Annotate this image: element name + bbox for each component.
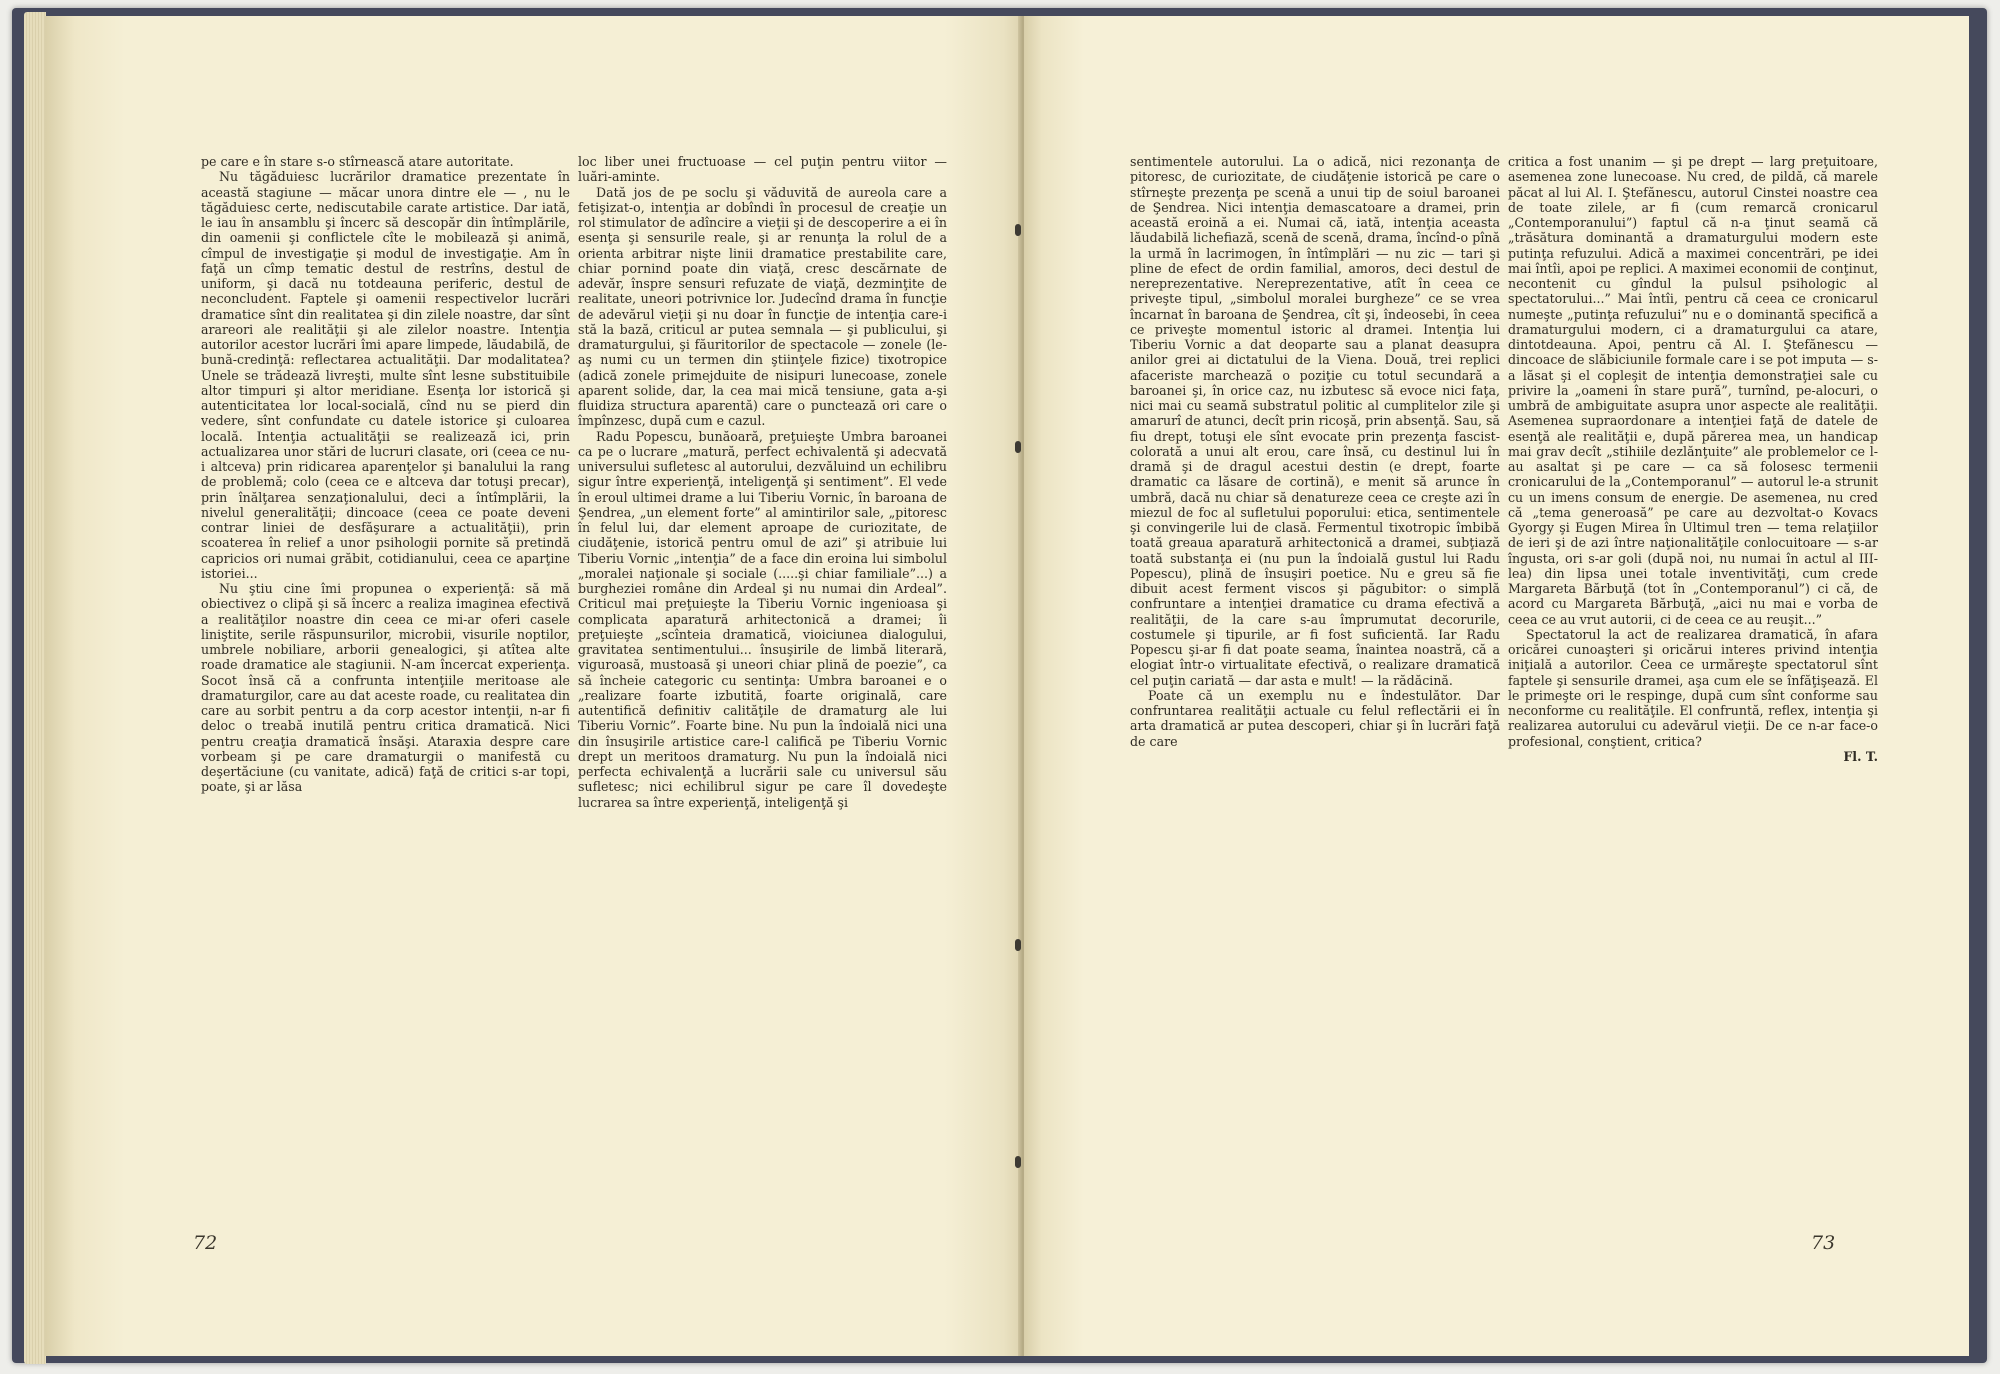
- binding-stitch: [1015, 1156, 1021, 1168]
- page-edges: [24, 12, 46, 1364]
- paragraph: Poate că un exemplu nu e îndestulător. Dar confruntarea realităţii actuale cu felul reflectării ei în arta dramatică ar putea descoperi, chiar şi în lucrări faţă de care: [1130, 687, 1500, 749]
- binding-stitch: [1015, 224, 1021, 236]
- right-page-column-2: [1508, 154, 1878, 1224]
- paragraph: Radu Popescu, bunăoară, preţuieşte Umbra baroanei ca pe o lucrare „matură, perfect echivalentă şi adecvată universului sufletesc al autorului, dezvăluind un echilibru sigur între experienţă, inteligenţă şi sentiment”. El vede în eroul ultimei drame a lui Tiberiu Vornic, în baroana de Şendrea, „un element forte” al amintirilor sale, „pitoresc în felul lui, dar element aproape de curiozitate, de ciudăţenie, istorică pentru omul de azi” şi atribuie lui Tiberiu Vornic „intenţia” de a face din eroina lui simbolul „moralei naţionale şi sociale (.....şi chiar familiale”...) a burgheziei române din Ardeal şi nu numai din Ardeal”. Criticul mai preţuieşte la Tiberiu Vornic ingenioasa şi complicata aparatură arhitectonică a dramei; îi preţuieşte „scînteia dramatică, vioiciunea dialogului, gravitatea sentimentului... însuşirile de limbă literară, viguroasă, mustoasă şi uneori chiar plină de poezie”, ca să încheie categoric cu sentinţa: Umbra baroanei e o „realizare foarte izbutită, foarte originală, care autentifică definitiv calităţile de dramaturg ale lui Tiberiu Vornic”. Foarte bine. Nu pun la îndoială nici una din însuşirile artistice care-l califică pe Tiberiu Vornic drept un meritoos dramaturg. Nu pun la îndoială nici perfecta echivalenţă a lucrării sale cu universul său sufletesc; nici echilibrul sigur pe care îl dovedeşte lucrarea sa între experienţă, inteligenţă şi: [578, 428, 947, 810]
- left-page-column-1: [201, 154, 570, 1224]
- paragraph: Nu tăgăduiesc lucrărilor dramatice prezentate în această stagiune — măcar unora dintre ele — , nu le tăgăduiesc certe, nediscutabile carate artistice. Dar iată, le iau în ansamblu şi încerc să descopăr din întîmplările, din oamenii şi conflictele cîte le mobilează şi animă, cîmpul de investigaţie şi modul de investigaţie. Am în faţă un cîmp tematic destul de restrîns, destul de uniform, şi dacă nu totdeauna periferic, destul de neconcludent. Faptele şi oamenii respectivelor lucrări dramatice sînt din realitatea şi din zilele noastre, dar sînt arareori ale realităţii şi ale zilelor noastre. Intenţia autorilor acestor lucrări îmi apare limpede, lăudabilă, de bună-credinţă: reflectarea actualităţii. Dar modalitatea? Unele se trădează livreşti, multe sînt lesne substituibile altor timpuri şi altor meridiane. Esenţa lor istorică şi autenticitatea lor local-socială, cînd nu se pierd din vedere, sînt confundate cu datele istorice şi culoarea locală. Intenţia actualităţii se realizează ici, prin actualizarea unor stări de lucruri clasate, ori (ceea ce nu-i altceva) prin ridicarea aparenţelor şi banalului la rang de problemă; colo (ceea ce e altceva dar totuşi precar), prin înălţarea senzaţionalului, deci a întîmplării, la nivelul generalităţii; dincoace (ceea ce poate deveni contrar liniei de desfăşurare a actualităţii), prin scoaterea în relief a unor psihologii pornite să pretindă capricios ori numai grăbit, cotidianului, ceea ce aparţine istoriei...: [201, 169, 570, 581]
- page-number: 73: [1811, 1232, 1836, 1254]
- page-number: 72: [193, 1232, 218, 1254]
- right-page-column-1: [1130, 154, 1500, 1224]
- left-page: [45, 16, 1023, 1356]
- binding-stitch: [1015, 441, 1021, 453]
- right-page: [1024, 16, 1969, 1356]
- paragraph: sentimentele autorului. La o adică, nici rezonanţa de pitoresc, de curiozitate, de ciudăţenie istorică pe care o stîrneşte prezenţa pe scenă a unui tip de soiul baroanei de Şendrea. Nici intenţia demascatoare a dramei, prin această eroină a ei. Numai că, iată, intenţia aceasta lăudabilă lichefiază, scenă de scenă, drama, încînd-o pînă la urmă în lacrimogen, în întîmplări — nu zic — tari şi pline de efect de ordin familial, amoros, deci destul de nereprezentative. Nereprezentative, atît în ceea ce priveşte tipul, „simbolul moralei burgheze” ce se vrea încarnat în baroana de Şendrea, cît şi, îndeosebi, în ceea ce priveşte momentul istoric al dramei. Intenţia lui Tiberiu Vornic a dat deoparte sau a planat deasupra anilor grei ai dictatului de la Viena. Două, trei replici afaceriste marchează o poziţie cu totul secundară a baroanei şi, în orice caz, nu izbutesc să evoce nici faţa, nici mai cu seamă substratul politic al cumplitelor zile şi amarurî de atunci, decît prin ricoşă, prin absenţă. Sau, să fiu drept, totuşi ele sînt evocate prin prezenţa fascist-colorată a unui alt erou, care însă, cu destinul lui în dramă şi de dragul acestui destin (e drept, foarte dramatic ca lăsare de cortină), e menit să arunce în umbră, dacă nu chiar să denatureze ceea ce creşte azi în miezul de foc al sufletului poporului: etica, sentimentele şi convingerile lui de clasă. Fermentul tixotropic îmbibă toată greaua aparatură arhitectonică a dramei, subţiază toată substanţa ei (nu pun la îndoială gustul lui Radu Popescu), plină de însuşiri poetice. Nu e greu să fie dibuit acest ferment viscos şi păgubitor: o simplă confruntare a intenţiei dramatice cu drama efectivă a realităţii, de la care s-au împrumutat decorurile, costumele şi tipurile, ar fi fost suficientă. Iar Radu Popescu şi-ar fi dat poate seama, înaintea noastră, că a elogiat într-o virtualitate efectivă, o realizare dramatică cel puţin cariată — dar asta e mult! — la rădăcină.: [1130, 154, 1500, 688]
- paragraph: loc liber unei fructuoase — cel puţin pentru viitor — luări-aminte.: [578, 154, 947, 185]
- paragraph: critica a fost unanim — şi pe drept — larg preţuitoare, asemenea zone lunecoase. Nu cred, de pildă, că marele păcat al lui Al. I. Ştefănescu, autorul Cinstei noastre cea de toate zilele, ar fi (cum remarcă cronicarul „Contemporanului”) faptul că n-a ţinut seamă că „trăsătura dominantă a dramaturgului modern este putinţa refuzului. Adică a maximei concentrări, pe idei mai întîi, apoi pe replici. A maximei economii de conţinut, necontenit cu gîndul la pulsul psihologic al spectatorului...” Mai întîi, pentru că ceea ce cronicarul numeşte „putinţa refuzului” nu e o dominantă specifică a dramaturgului modern, ci a dramaturgului ca atare, dintotdeauna. Apoi, pentru că Al. I. Ştefănescu — dincoace de slăbiciunile formale care i se pot imputa — s-a lăsat şi el copleşit de intenţia demonstraţiei sale cu privire la „oameni în stare pură”, turnînd, pe-alocuri, o umbră de ambiguitate asupra unor aspecte ale realităţii. Asemenea supraordonare a intenţiei faţă de datele de esenţă ale realităţii e, după părerea mea, un handicap mai grav decît „stihiile dezlănţuite” ale problemelor ce l-au asaltat şi pe care — ca să folosesc termenii cronicarului de la „Contemporanul” — autorul le-a strunit cu un imens consum de energie. De asemenea, nu cred că „tema generoasă” pe care au dezvoltat-o Kovacs Gyorgy şi Eugen Mirea în Ultimul tren — tema relaţiilor de ieri şi de azi între naţionalităţile conlocuitoare — s-ar îngusta, ori s-ar goli (după noi, nu numai în actul al III-lea) din lipsa unei totale inventivităţi, cum crede Margareta Bărbuţă (tot în „Contemporanul”) ci că, de acord cu Margareta Bărbuţă, „aici nu mai e vorba de ceea ce au vrut autorii, ci de ceea ce au reuşit...”: [1508, 154, 1878, 627]
- binding-stitch: [1015, 939, 1021, 951]
- paragraph: Nu ştiu cine îmi propunea o experienţă: să mă obiectivez o clipă şi să încerc a realiza imaginea efectivă a realităţilor noastre din ceea ce mi-ar oferi casele liniştite, serile răspunsurilor, microbii, visurile noptilor, umbrele nobiliare, arborii genealogici, şi atîtea alte roade dramatice ale stagiunii. N-am încercat experienţa. Socot însă că a confrunta intenţiile meritoase ale dramaturgilor, care au dat aceste roade, cu realitatea din care au sorbit pentru a da corp acestor intenţii, n-ar fi deloc o treabă inutilă pentru critica dramatică. Nici pentru creaţia dramatică însăşi. Ataraxia despre care vorbeam şi pe care dramaturgii o manifestă cu deşertăciune (cu vanitate, adică) faţă de critici s-ar topi, poate, şi ar lăsa: [201, 581, 570, 795]
- left-page-column-2: [578, 154, 947, 1224]
- paragraph: Spectatorul la act de realizarea dramatică, în afara oricărei cunoaşteri şi oricărui interes privind intenţia iniţială a autorilor. Ceea ce urmăreşte spectatorul sînt faptele şi sensurile dramei, aşa cum ele se înfăţişează. El le primeşte ori le respinge, după cum sînt conforme sau neconforme cu realităţile. El confruntă, reflex, intenţia şi realizarea autorului cu adevărul vieţii. De ce n-ar face-o profesional, conştient, critica?: [1508, 626, 1878, 749]
- paragraph: Dată jos de pe soclu şi văduvită de aureola care a fetişizat-o, intenţia ar dobîndi în procesul de creaţie un rol stimulator de adîncire a vieţii şi de descoperire a ei în esenţa şi sensurile reale, şi ar renunţa la rolul de a orienta arbitrar nişte linii dramatice prestabilite care, chiar pornind poate din viaţă, cresc descărnate de adevăr, înspre sensuri refuzate de viaţă, dezminţite de realitate, uneori potrivnice lor. Judecînd drama în funcţie de adevărul vieţii şi nu doar în funcţie de intenţia care-i stă la bază, criticul ar putea semnala — şi publicului, şi dramaturgului, şi făuritorilor de spectacole — zonele (le-aş numi cu un termen din ştiinţele fizice) tixotropice (adică zonele primejduite de nisipuri lunecoase, zonele aparent solide, dar, la cea mai mică tensiune, gata a-şi fluidiza structura aparentă) care o punctează ori care o împînzesc, după cum e cazul.: [578, 184, 947, 429]
- author-signature: Fl. T.: [1843, 748, 1878, 764]
- paragraph: pe care e în stare s-o stîrnească atare autoritate.: [201, 154, 514, 169]
